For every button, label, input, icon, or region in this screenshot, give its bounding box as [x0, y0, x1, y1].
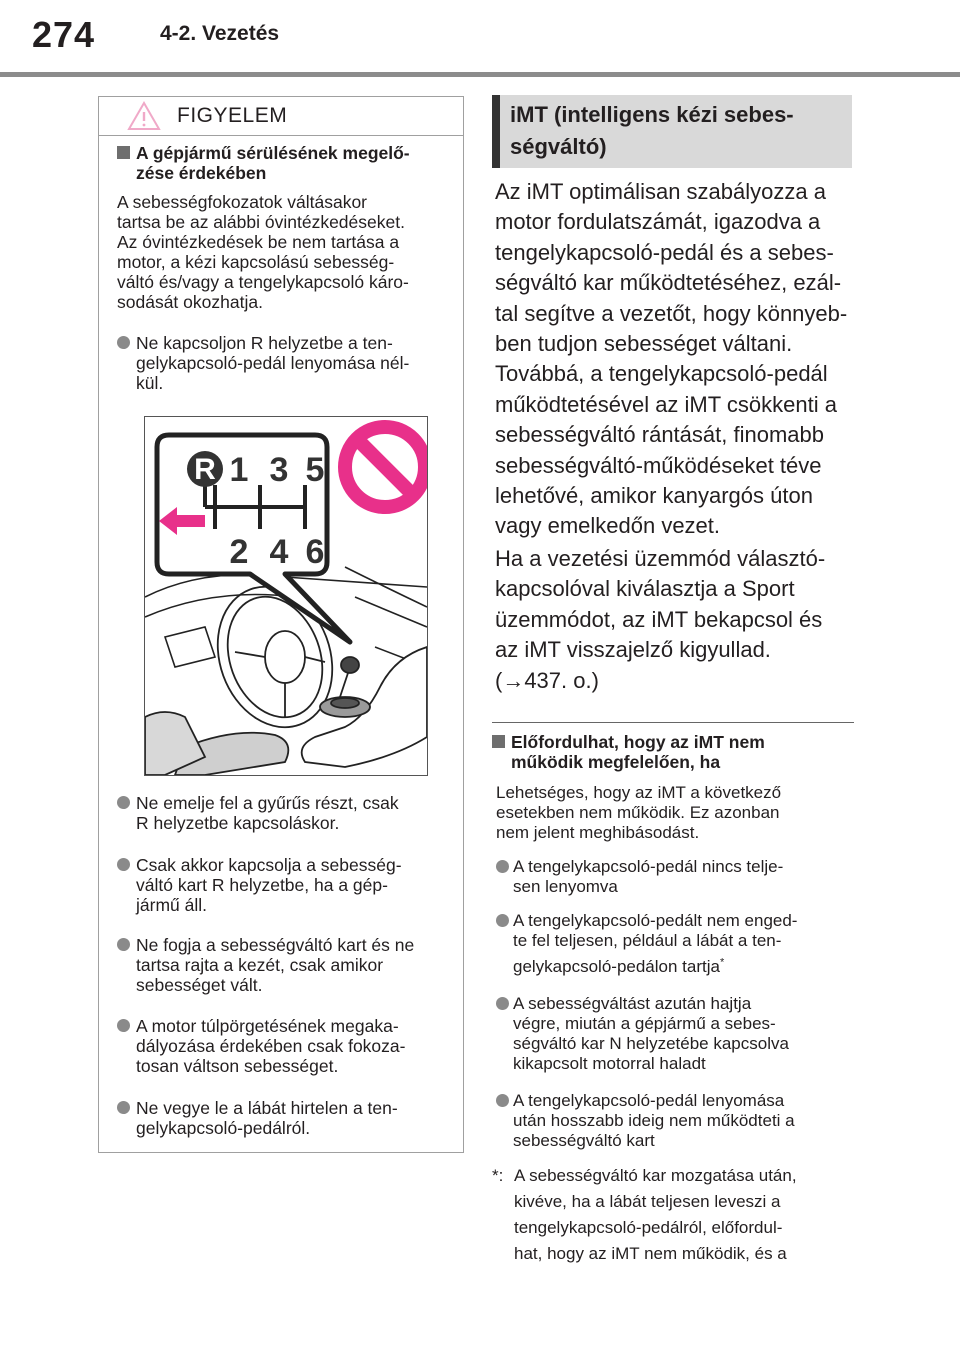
warning-title: FIGYELEM	[177, 104, 288, 127]
bullet-icon	[117, 858, 130, 871]
footnote-marker: *:	[492, 1166, 504, 1185]
section-heading-bar	[492, 95, 500, 168]
warning-bullet: A motor túlpörgetésének megaka- dályozása érdekében csak fokoza- tosan váltson sebességet.	[117, 1016, 457, 1076]
header-rule	[0, 72, 960, 77]
bullet-icon	[496, 914, 509, 927]
subsection-bullet: A tengelykapcsoló-pedál lenyomása után hosszabb ideig nem működteti a sebességváltó kart	[496, 1091, 856, 1151]
gear-label-6: 6	[305, 533, 325, 571]
driver-drawing	[145, 647, 427, 775]
imt-sport-mode: Ha a vezetési üzemmód választó- kapcsolóval kiválasztja a Sport üzemmódot, az iMT bekapcsol és az iMT visszajelző kigyullad.	[495, 546, 826, 663]
warning-heading: A gépjármű sérülésének megelő- zése érdekében	[117, 143, 457, 183]
subsection-bullet: A sebességváltást azután hajtja végre, miután a gépjármű a sebes- ségváltó kar N helyzetébe kapcsolva kikapcsolt motorral haladt	[496, 994, 856, 1074]
bullet-icon	[117, 796, 130, 809]
square-bullet-icon	[492, 735, 505, 748]
gear-shift-illustration	[144, 416, 428, 776]
section-heading-box	[492, 95, 852, 168]
imt-description: Az iMT optimálisan szabályozza a motor fordulatszámát, igazodva a tengelykapcsoló-pedál és a sebes- ségváltó kar működtetéséhez, ezál- tal segítve a vezetőt, hogy könnyeb- ben tudjon sebességet váltani. Továbbá, a tengelykapcsoló-pedál működtetésével az iMT csökkenti a sebességváltó rántását, finomabb sebességváltó-működéseket téve lehetővé, amikor kanyargós úton vagy emelkedőn vezet.	[495, 179, 848, 539]
shift-pattern-bubble	[157, 435, 350, 642]
page-reference: (→437. o.)	[495, 668, 599, 693]
bullet-icon	[117, 1019, 130, 1032]
bullet-icon	[117, 336, 130, 349]
gear-label-2: 2	[229, 533, 249, 571]
page-header	[0, 0, 960, 78]
subsection-bullet: A tengelykapcsoló-pedált nem enged- te fel teljesen, például a lábát a ten- gelykapcsoló-pedálon tartja*	[496, 911, 856, 977]
footnote-marker: *	[719, 956, 725, 969]
gear-label-1: 1	[229, 451, 249, 489]
section-heading: iMT (intelligens kézi sebes- ségváltó)	[510, 102, 794, 159]
section-divider	[492, 722, 854, 723]
bullet-icon	[117, 938, 130, 951]
warning-intro: A sebességfokozatok váltásakor tartsa be az alábbi óvintézkedéseket. Az óvintézkedések be nem tartása a motor, a kézi kapcsolású sebesség- váltó és/vagy a tengelykapcsoló káro- sodását okozhatja.	[117, 192, 409, 312]
subsection-intro: Lehetséges, hogy az iMT a következő esetekben nem működik. Ez azonban nem jelent meghibásodást.	[496, 783, 782, 842]
warning-bullet: Ne fogja a sebességváltó kart és ne tartsa rajta a kezét, csak amikor sebességet vált.	[117, 935, 457, 995]
subsection-bullet: A tengelykapcsoló-pedál nincs telje- sen lenyomva	[496, 857, 856, 897]
warning-bullet: Ne emelje fel a gyűrűs részt, csak R helyzetbe kapcsoláskor.	[117, 793, 457, 833]
square-bullet-icon	[117, 146, 130, 159]
bullet-icon	[496, 1094, 509, 1107]
page-number: 274	[32, 14, 96, 55]
warning-triangle-icon	[127, 101, 161, 136]
bullet-icon	[117, 1101, 130, 1114]
prohibited-icon	[345, 427, 425, 507]
subsection-heading: Előfordulhat, hogy az iMT nem működik megfelelően, ha	[492, 732, 852, 772]
bullet-icon	[496, 860, 509, 873]
footnote: *: A sebességváltó kar mozgatása után, kivéve, ha a lábát teljesen leveszi a tengelykapcsoló-pedálról, előfordul- hat, hogy az iMT nem működik, és a	[492, 1163, 854, 1267]
gear-label-3: 3	[269, 451, 289, 489]
section-title: 4-2. Vezetés	[160, 22, 280, 45]
warning-bullet: Ne vegye le a lábát hirtelen a ten- gelykapcsoló-pedálról.	[117, 1098, 457, 1138]
gear-knob-drawing	[320, 657, 370, 717]
gear-label-5: 5	[305, 451, 325, 489]
warning-bullet: Ne kapcsoljon R helyzetbe a ten- gelykapcsoló-pedál lenyomása nél- kül.	[117, 333, 457, 393]
gear-label-r: R	[194, 453, 216, 486]
warning-bullet: Csak akkor kapcsolja a sebesség- váltó kart R helyzetbe, ha a gép- jármű áll.	[117, 855, 457, 915]
gear-label-4: 4	[269, 533, 289, 571]
bullet-icon	[496, 997, 509, 1010]
warning-header	[99, 97, 463, 136]
